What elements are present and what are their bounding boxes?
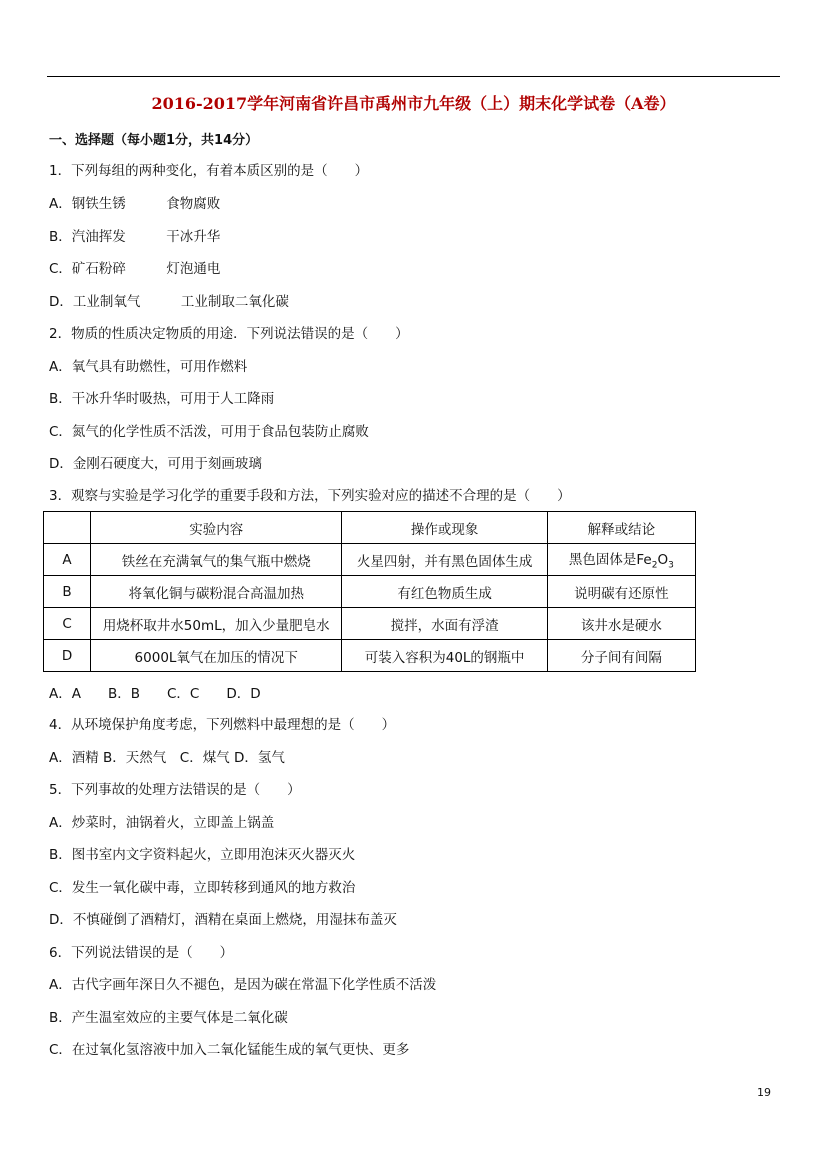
table-cell: 分子间有间隔 bbox=[547, 640, 695, 672]
question-2: 2．物质的性质决定物质的用途．下列说法错误的是（ ） bbox=[49, 326, 409, 342]
formula-text: O bbox=[657, 552, 669, 569]
table-cell: D bbox=[44, 640, 91, 672]
q5-option-d: D．不慎碰倒了酒精灯，酒精在桌面上燃烧，用湿抹布盖灭 bbox=[49, 912, 397, 928]
table-row bbox=[44, 544, 696, 576]
table-cell: A bbox=[44, 544, 91, 576]
question-5: 5．下列事故的处理方法错误的是（ ） bbox=[49, 782, 301, 798]
question-3: 3．观察与实验是学习化学的重要手段和方法，下列实验对应的描述不合理的是（ ） bbox=[49, 488, 571, 504]
table-header-row bbox=[44, 512, 696, 544]
q2-option-a: A．氧气具有助燃性，可用作燃料 bbox=[49, 359, 248, 375]
q6-option-a: A．古代字画年深日久不褪色，是因为碳在常温下化学性质不活泼 bbox=[49, 977, 437, 993]
table-row bbox=[44, 640, 696, 672]
table-cell: 火星四射，并有黑色固体生成 bbox=[342, 544, 547, 576]
table-cell: B bbox=[44, 576, 91, 608]
question-1: 1．下列每组的两种变化，有着本质区别的是（ ） bbox=[49, 163, 369, 179]
table-header-cell: 实验内容 bbox=[91, 512, 342, 544]
table-cell: 用烧杯取井水50mL，加入少量肥皂水 bbox=[91, 608, 342, 640]
table-row bbox=[44, 576, 696, 608]
q6-option-b: B．产生温室效应的主要气体是二氧化碳 bbox=[49, 1010, 288, 1026]
table-header-cell: 解释或结论 bbox=[547, 512, 695, 544]
q5-option-c: C．发生一氧化碳中毒，立即转移到通风的地方救治 bbox=[49, 880, 356, 896]
q5-option-b: B．图书室内文字资料起火，立即用泡沫灭火器灭火 bbox=[49, 847, 356, 863]
q1-option-c: C．矿石粉碎 灯泡通电 bbox=[49, 261, 221, 277]
q5-option-a: A．炒菜时，油锅着火，立即盖上锅盖 bbox=[49, 815, 275, 831]
section-heading: 一、选择题（每小题1分，共14分） bbox=[49, 133, 259, 148]
table-cell: 搅拌，水面有浮渣 bbox=[342, 608, 547, 640]
q6-option-c: C．在过氧化氢溶液中加入二氧化锰能生成的氧气更快、更多 bbox=[49, 1042, 410, 1058]
q1-option-a: A．钢铁生锈 食物腐败 bbox=[49, 196, 221, 212]
q1-option-d: D．工业制氧气 工业制取二氧化碳 bbox=[49, 294, 289, 310]
q2-option-d: D．金刚石硬度大，可用于刻画玻璃 bbox=[49, 456, 262, 472]
header-rule bbox=[47, 76, 780, 77]
table-cell bbox=[547, 544, 695, 576]
question-4: 4．从环境保护角度考虑，下列燃料中最理想的是（ ） bbox=[49, 717, 396, 733]
table-cell: 有红色物质生成 bbox=[342, 576, 547, 608]
formula-subscript: 2 bbox=[651, 560, 658, 571]
table-cell: 可装入容积为40L的钢瓶中 bbox=[342, 640, 547, 672]
table-cell: 将氧化铜与碳粉混合高温加热 bbox=[91, 576, 342, 608]
formula-text: 黑色固体是Fe bbox=[568, 552, 652, 569]
q3-options: A．A B．B C．C D．D bbox=[49, 686, 261, 702]
q4-options: A．酒精 B．天然气 C．煤气 D．氢气 bbox=[49, 750, 285, 766]
page-number: 19 bbox=[757, 1086, 771, 1099]
table-cell: 铁丝在充满氧气的集气瓶中燃烧 bbox=[91, 544, 342, 576]
question-6: 6．下列说法错误的是（ ） bbox=[49, 945, 234, 961]
table-header-cell: 操作或现象 bbox=[342, 512, 547, 544]
formula-subscript: 3 bbox=[668, 560, 674, 571]
table-row bbox=[44, 608, 696, 640]
table-header-cell bbox=[44, 512, 91, 544]
q1-option-b: B．汽油挥发 干冰升华 bbox=[49, 229, 221, 245]
table-cell: C bbox=[44, 608, 91, 640]
document-title: 2016-2017学年河南省许昌市禹州市九年级（上）期末化学试卷（A卷） bbox=[151, 94, 676, 113]
q2-option-b: B．干冰升华时吸热，可用于人工降雨 bbox=[49, 391, 275, 407]
table-cell: 6000L氧气在加压的情况下 bbox=[91, 640, 342, 672]
table-cell: 说明碳有还原性 bbox=[547, 576, 695, 608]
experiment-table bbox=[43, 511, 696, 672]
q2-option-c: C．氮气的化学性质不活泼，可用于食品包装防止腐败 bbox=[49, 424, 369, 440]
table-cell: 该井水是硬水 bbox=[547, 608, 695, 640]
